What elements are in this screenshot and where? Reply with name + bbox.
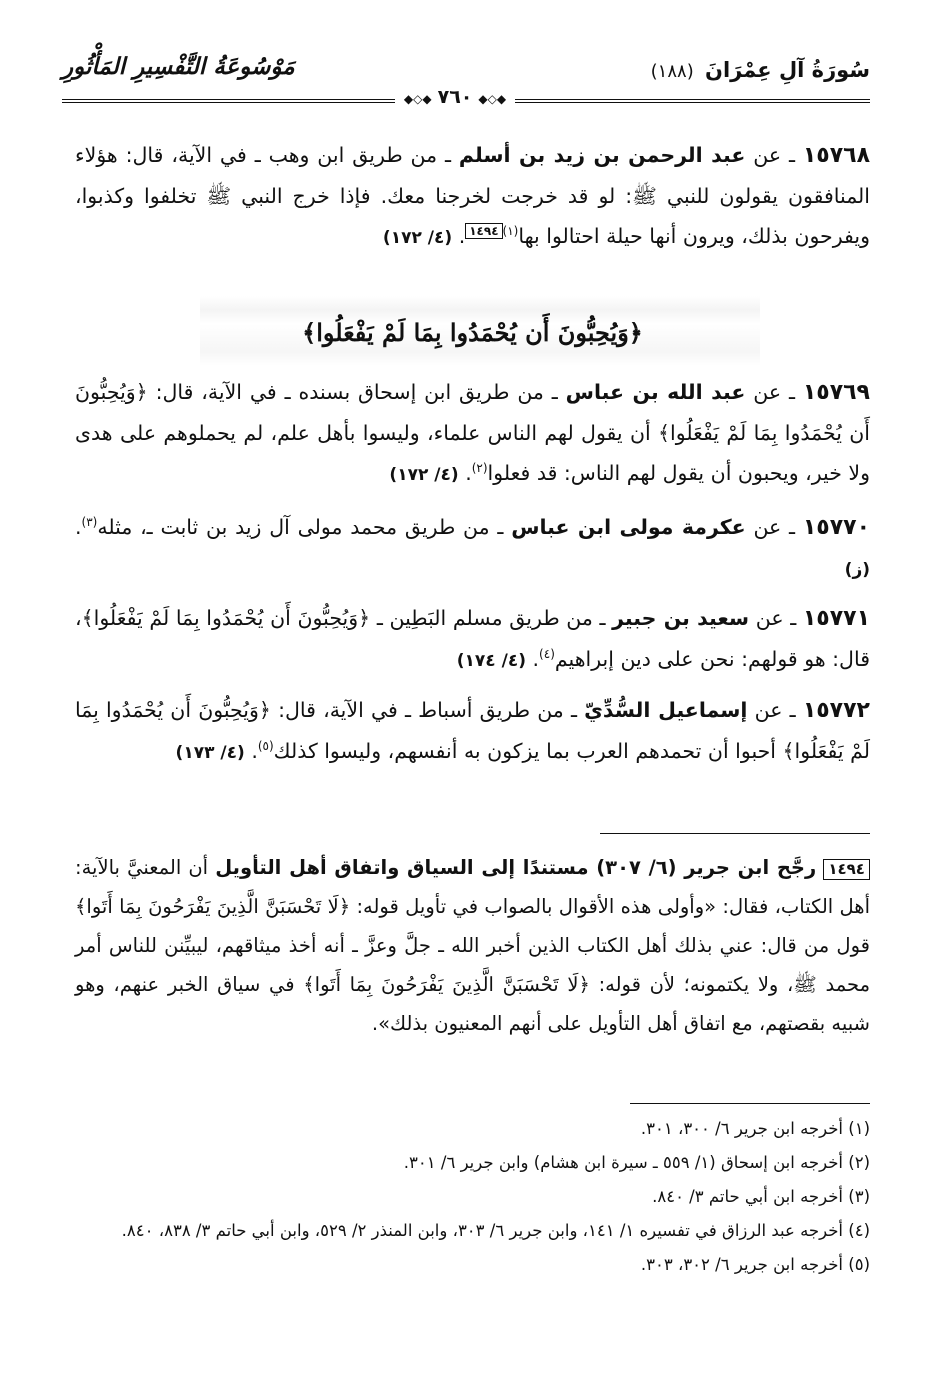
verse-reference: (١٨٨) xyxy=(650,61,694,82)
comment-separator xyxy=(600,833,870,834)
page-number-box xyxy=(395,86,515,114)
entry-tail: . xyxy=(458,224,466,248)
quran-quote: ﴿وَيُحِبُّونَ أَن يُحْمَدُوا بِمَا لَمْ يَفْعَلُوا﴾ xyxy=(75,698,870,763)
entry-tail: . xyxy=(75,515,82,539)
narrator: عبد الله بن عباس xyxy=(565,380,746,404)
source-reference: (٤/ ١٧٢) xyxy=(389,465,459,485)
footnote-marker: (١) xyxy=(502,224,519,239)
quran-quote: ﴿لَا تَحْسَبَنَّ الَّذِينَ يَفْرَحُونَ بِمَا أَتَوا﴾ xyxy=(303,973,590,996)
entry-tail: . xyxy=(251,739,258,763)
ornament-left-icon: ◆◇◆ xyxy=(403,91,432,106)
narrator: سعيد بن جبير xyxy=(612,606,750,630)
entry-text: ـ من طريق أسباط ـ في الآية، قال: xyxy=(278,698,577,722)
footnote-1: (١) أخرجه ابن جرير ٦/ ٣٠٠، ٣٠١. xyxy=(640,1119,870,1138)
entry-15772 xyxy=(75,690,870,773)
entry-text: ـ من طريق محمد مولى آل زيد بن ثابت ـ، مثله xyxy=(97,515,504,539)
footnote-3: (٣) أخرجه ابن أبي حاتم ٣/ ٨٤٠. xyxy=(652,1187,870,1206)
entry-text: ـ من طريق ابن إسحاق بسنده ـ في الآية، قال: xyxy=(155,380,558,404)
entry-prefix: ـ عن xyxy=(753,380,795,404)
footnote-marker: (٢) xyxy=(471,461,488,476)
entry-text: ـ من طريق ابن وهب ـ في الآية، قال: هؤلاء المنافقون يقولون للنبي ﷺ: لو قد خرجت لخرجنا معك. فإذا خرج النبي ﷺ تخلفوا وكذبوا، ويفرحون بذلك، ويرون أنها حيلة احتالوا بها xyxy=(75,143,870,248)
entry-prefix: ـ عن xyxy=(755,606,797,630)
footnote-4: (٤) أخرجه عبد الرزاق في تفسيره ١/ ١٤١، وابن جرير ٦/ ٣٠٣، وابن المنذر ٢/ ٥٢٩، وابن أبي حاتم ٣/ ٨٣٨، ٨٤٠. xyxy=(121,1221,870,1240)
comment-box-marker[interactable]: ١٤٩٤ xyxy=(465,223,502,239)
entry-text: ـ من طريق مسلم البَطِين ـ xyxy=(376,606,606,630)
entry-15771 xyxy=(75,598,870,681)
comment-number-box: ١٤٩٤ xyxy=(823,859,870,880)
footnote-5: (٥) أخرجه ابن جرير ٦/ ٣٠٢، ٣٠٣. xyxy=(640,1255,870,1274)
entry-prefix: ـ عن xyxy=(754,698,796,722)
comment-text: أن المعنيَّ بالآية: أهل الكتاب، فقال: «وأولى هذه الأقوال بالصواب في تأويل قوله: xyxy=(75,856,871,918)
footnote-2: (٢) أخرجه ابن إسحاق (١/ ٥٥٩ ـ سيرة ابن هشام) وابن جرير ٦/ ٣٠١. xyxy=(403,1153,870,1172)
entry-15769 xyxy=(75,372,870,495)
quran-quote: ﴿لَا تَحْسَبَنَّ الَّذِينَ يَفْرَحُونَ بِمَا أَتَوا﴾ xyxy=(75,895,351,918)
narrator: إسماعيل السُّدِّيّ xyxy=(584,698,748,722)
surah-name: سُورَةُ آلِ عِمْرَانَ xyxy=(705,58,870,82)
quran-quote: ﴿وَيُحِبُّونَ أَن يُحْمَدُوا بِمَا لَمْ يَفْعَلُوا﴾ xyxy=(81,606,371,630)
page-number: ٧٦٠ xyxy=(437,86,473,108)
footnote-separator xyxy=(630,1103,870,1104)
verse-heading: ﴿وَيُحِبُّونَ أَن يُحْمَدُوا بِمَا لَمْ يَفْعَلُوا﴾ xyxy=(302,318,643,347)
entry-number: ١٥٧٧٠ xyxy=(802,515,870,540)
entry-text-cont: ، قال: هو قولهم: نحن على دين إبراهيم xyxy=(75,606,870,671)
source-reference: (٤/ ١٧٢) xyxy=(382,228,453,248)
footnote-marker: (٥) xyxy=(257,739,274,754)
narrator: عكرمة مولى ابن عباس xyxy=(511,515,746,539)
source-reference: (ز) xyxy=(844,560,870,580)
entry-tail: . xyxy=(465,461,472,485)
entry-prefix: ـ عن xyxy=(753,515,796,539)
comment-text-end: في سياق الخبر عنهم، وهو شبيه بقصتهم، مع اتفاق أهل التأويل على أنهم المعنيون بذلك». xyxy=(75,973,870,1035)
footnotes xyxy=(75,1112,870,1282)
editorial-comment xyxy=(75,848,870,1043)
entry-text-cont: أحبوا أن تحمدهم العرب بما يزكون به أنفسهم، وليسوا كذلك xyxy=(273,739,776,763)
quran-quote: ﴿وَيُحِبُّونَ أَن يُحْمَدُوا بِمَا لَمْ يَفْعَلُوا﴾ xyxy=(75,380,870,445)
entry-number: ١٥٧٧٢ xyxy=(802,698,870,723)
source-reference: (٤/ ١٧٤) xyxy=(456,651,526,671)
entry-prefix: ـ عن xyxy=(753,143,795,167)
entry-number: ١٥٧٦٨ xyxy=(802,143,870,168)
comment-lead: رجَّح ابن جرير (٦/ ٣٠٧) مستندًا إلى السياق واتفاق أهل التأويل xyxy=(215,856,817,879)
entry-number: ١٥٧٦٩ xyxy=(802,380,870,405)
entry-number: ١٥٧٧١ xyxy=(802,606,871,631)
entry-tail: . xyxy=(532,647,540,671)
footnote-marker: (٣) xyxy=(81,515,98,530)
source-reference: (٤/ ١٧٣) xyxy=(175,743,245,763)
entry-15770 xyxy=(75,507,870,590)
comment-text-cont: قول من قال: عني بذلك أهل الكتاب الذين أخبر الله ـ جلَّ وعزَّ ـ أنه أخذ ميثاقهم، ليبيِّنن للناس أمر محمد ﷺ، ولا يكتمونه؛ لأن قوله: xyxy=(75,934,871,996)
entry-text-cont: أن يقول لهم الناس علماء، وليسوا بأهل علم، لم يحملوهم على هدى ولا خير، ويحبون أن يقول لهم الناس: قد فعلوا xyxy=(75,421,870,485)
book-title: مَوْسُوعَةُ التَّفْسِيرِ المَأْثُورِ xyxy=(62,54,295,80)
surah-title xyxy=(651,58,870,82)
narrator: عبد الرحمن بن زيد بن أسلم xyxy=(458,143,746,167)
footnote-marker: (٤) xyxy=(539,647,555,662)
entry-15768 xyxy=(75,135,870,258)
ornament-right-icon: ◆◇◆ xyxy=(478,91,507,106)
